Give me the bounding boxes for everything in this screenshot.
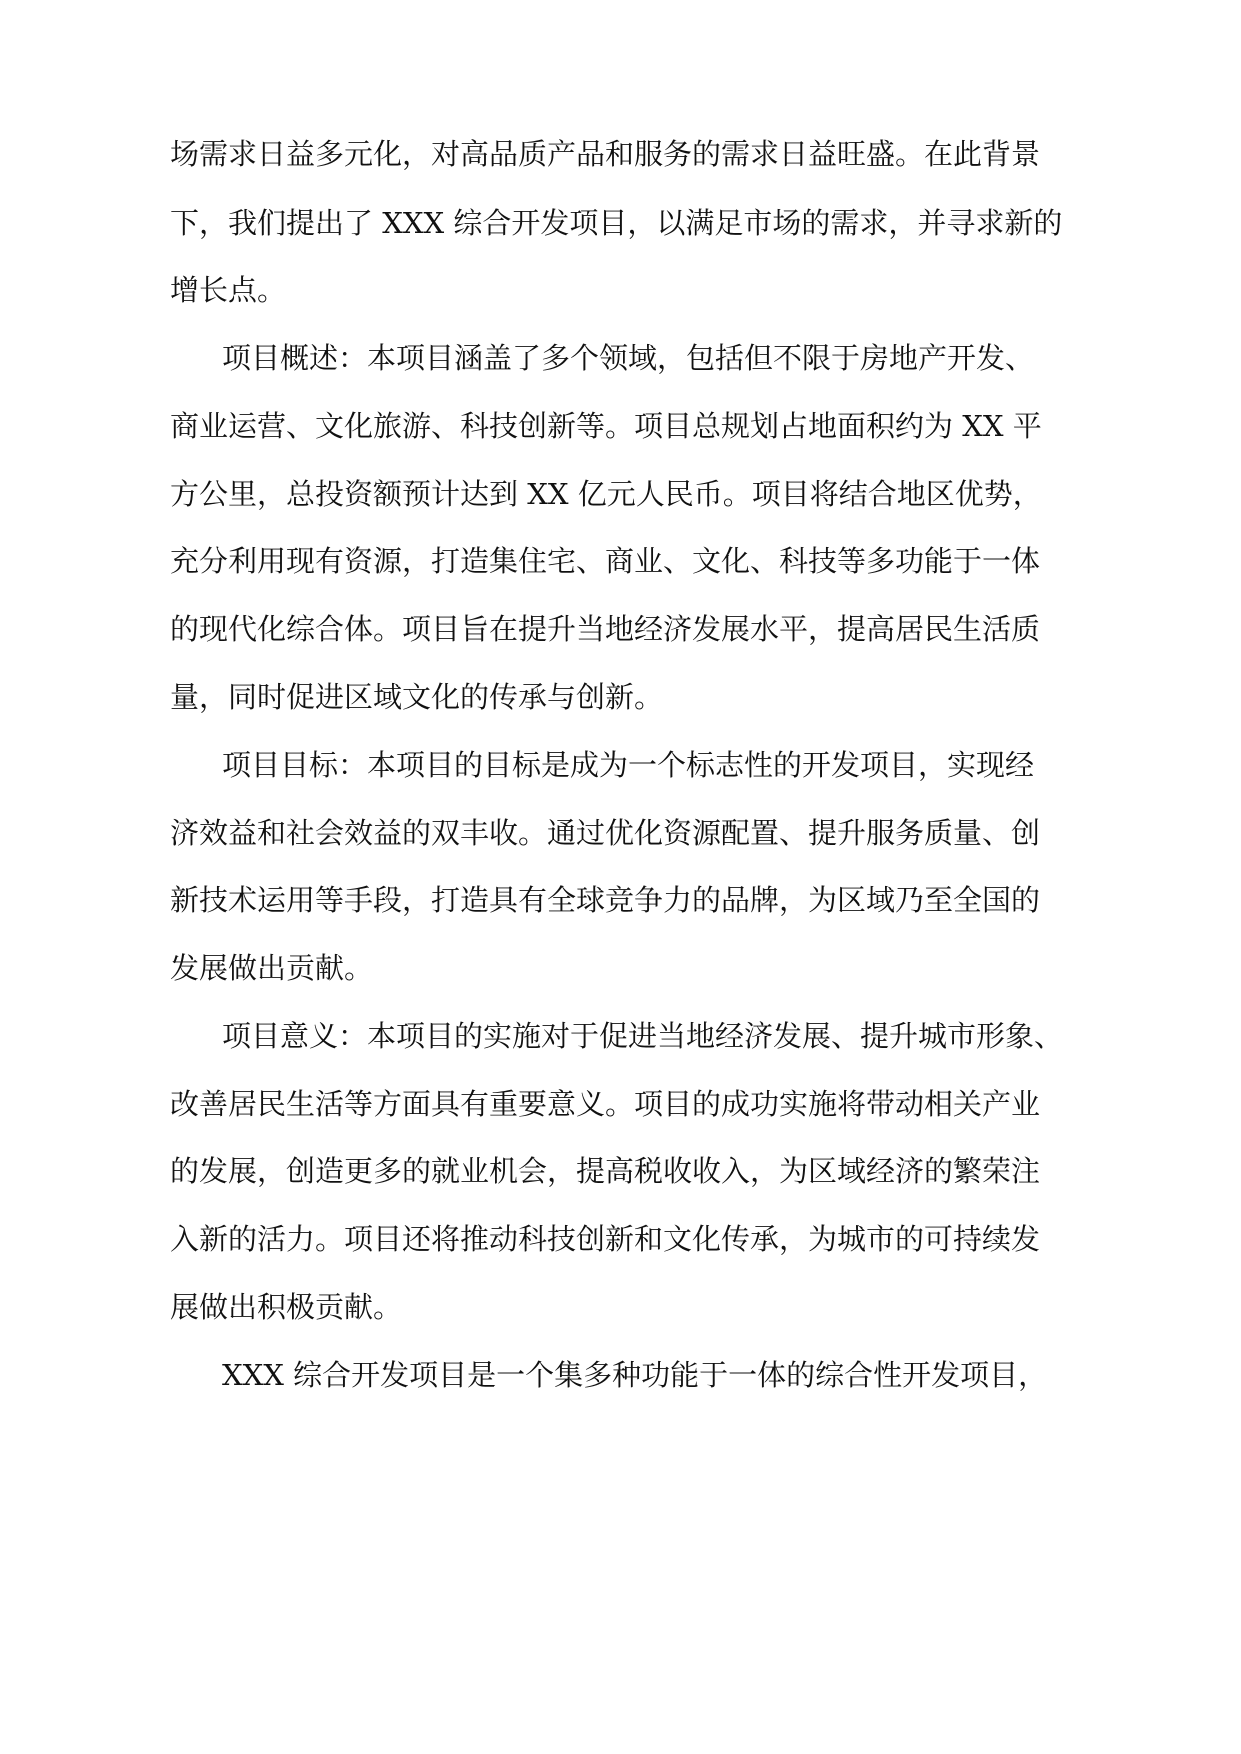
text-line-15: 改善居民生活等方面具有重要意义。项目的成功实施将带动相关产业 [170, 1087, 1041, 1121]
text-line-1: 场需求日益多元化，对高品质产品和服务的需求日益旺盛。在此背景 [170, 137, 1041, 171]
text-line-11: 济效益和社会效益的双丰收。通过优化资源配置、提升服务质量、创 [170, 816, 1041, 850]
text-line-13: 发展做出贡献。 [170, 951, 374, 985]
text-line-16: 的发展，创造更多的就业机会，提高税收收入，为区域经济的繁荣注 [170, 1154, 1041, 1188]
text-line-2: 下，我们提出了 XXX 综合开发项目，以满足市场的需求，并寻求新的 [170, 206, 1063, 240]
text-line-10: 项目目标：本项目的目标是成为一个标志性的开发项目，实现经 [222, 748, 1035, 782]
text-line-4: 项目概述：本项目涵盖了多个领域，包括但不限于房地产开发、 [222, 341, 1035, 375]
text-line-6: 方公里，总投资额预计达到 XX 亿元人民币。项目将结合地区优势， [170, 477, 1042, 511]
text-line-19: XXX 综合开发项目是一个集多种功能于一体的综合性开发项目， [222, 1358, 1048, 1392]
text-line-9: 量，同时促进区域文化的传承与创新。 [170, 680, 664, 714]
text-line-7: 充分利用现有资源，打造集住宅、商业、文化、科技等多功能于一体 [170, 544, 1041, 578]
text-line-8: 的现代化综合体。项目旨在提升当地经济发展水平，提高居民生活质 [170, 612, 1041, 646]
text-line-3: 增长点。 [170, 273, 287, 307]
text-line-12: 新技术运用等手段，打造具有全球竞争力的品牌，为区域乃至全国的 [170, 883, 1041, 917]
text-line-17: 入新的活力。项目还将推动科技创新和文化传承，为城市的可持续发 [170, 1222, 1041, 1256]
text-line-5: 商业运营、文化旅游、科技创新等。项目总规划占地面积约为 XX 平 [170, 409, 1042, 443]
text-line-14: 项目意义：本项目的实施对于促进当地经济发展、提升城市形象、 [222, 1019, 1064, 1053]
text-line-18: 展做出积极贡献。 [170, 1290, 403, 1324]
